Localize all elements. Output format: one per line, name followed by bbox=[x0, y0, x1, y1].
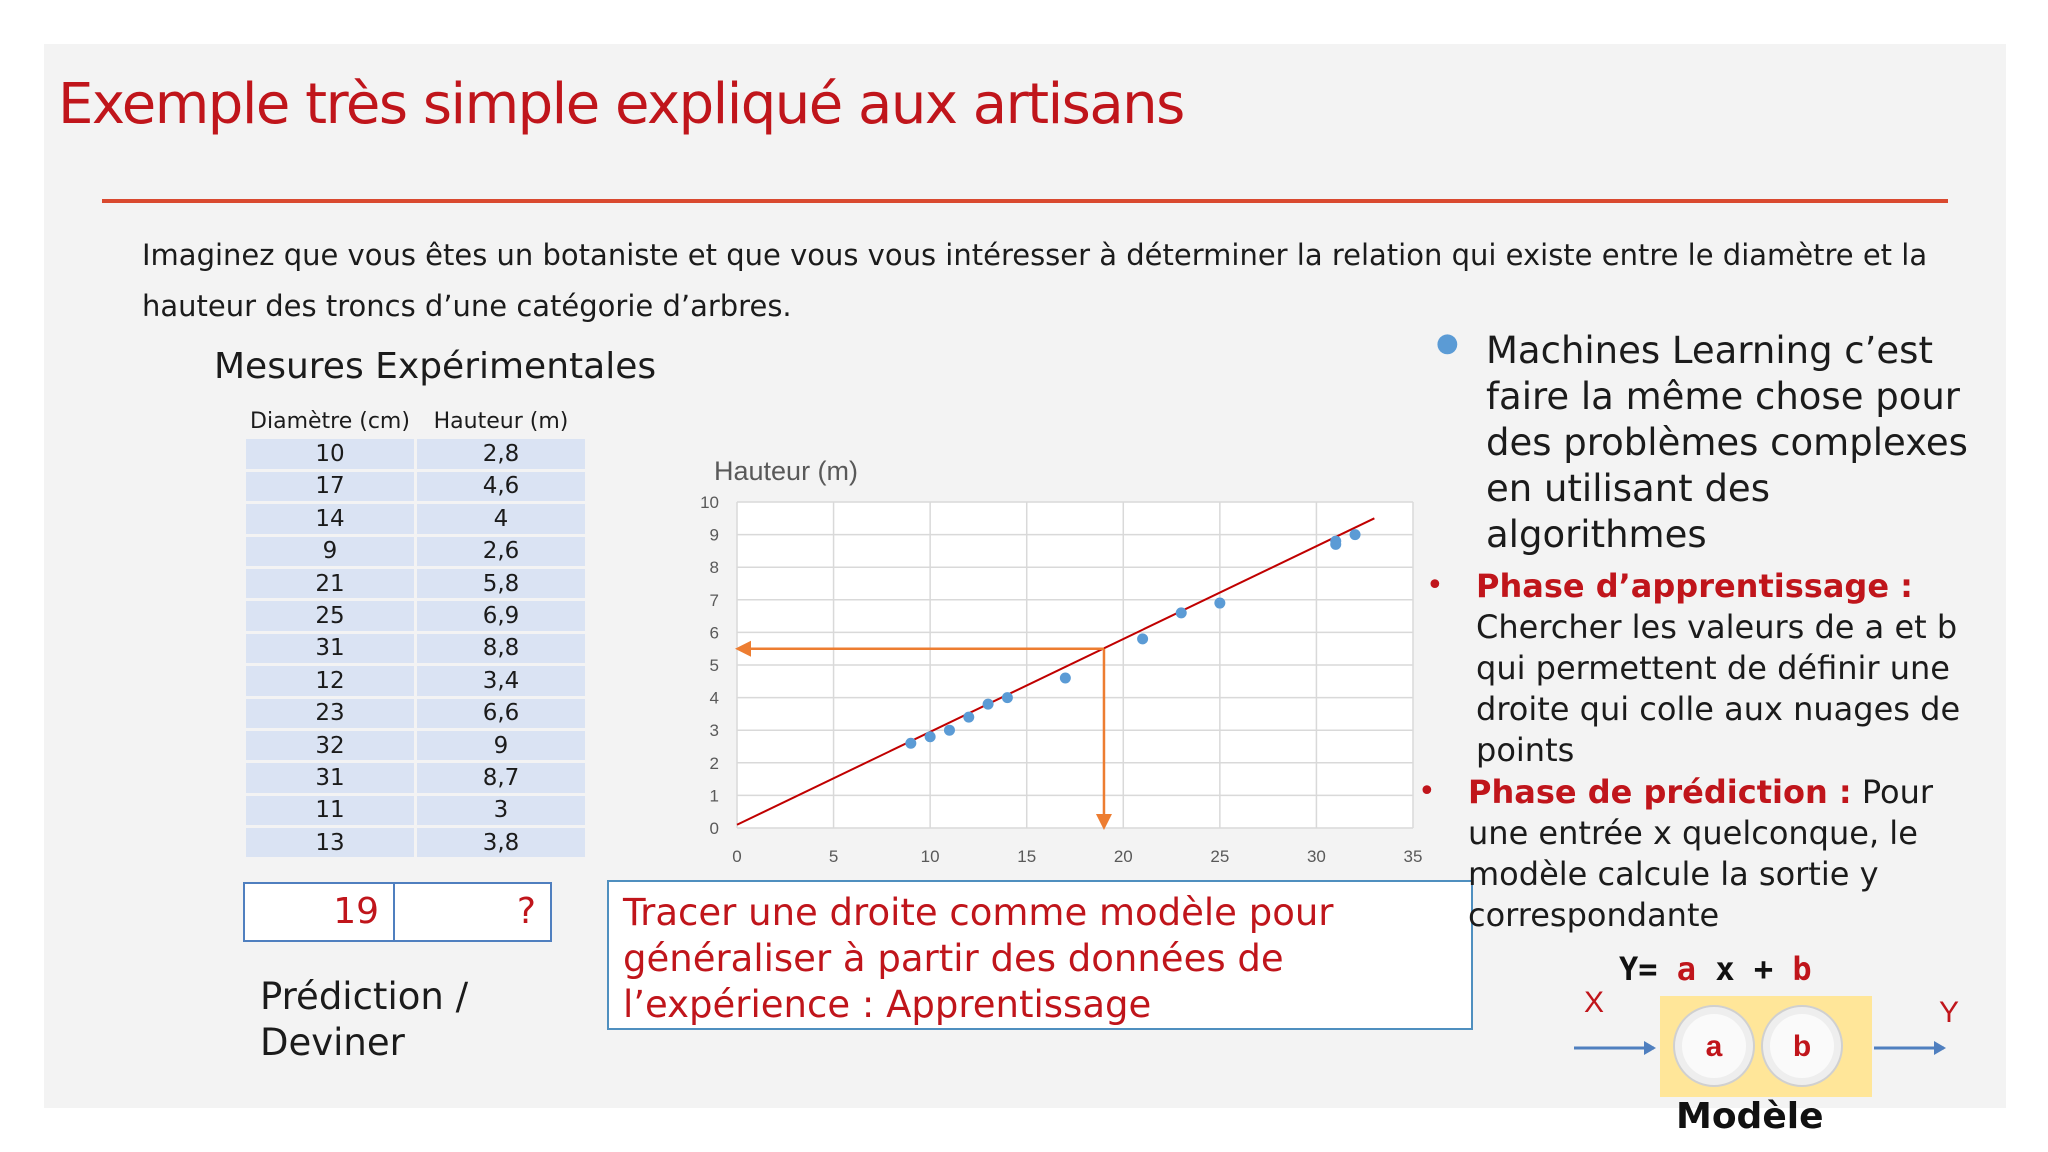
data-point bbox=[1330, 539, 1341, 550]
data-point bbox=[905, 738, 916, 749]
formula-prefix: Y= bbox=[1619, 950, 1658, 988]
bullet-dot-icon: ● bbox=[1436, 328, 1459, 358]
bullet-dot-icon: • bbox=[1426, 568, 1444, 603]
model-output-label: Y bbox=[1939, 996, 1960, 1029]
chart-title: Hauteur (m) bbox=[714, 456, 859, 486]
model-input-label: X bbox=[1584, 986, 1605, 1019]
data-point bbox=[1350, 529, 1361, 540]
table-row bbox=[246, 796, 585, 825]
table-row bbox=[246, 601, 585, 630]
table-cell-hauteur: 8,8 bbox=[417, 634, 585, 663]
table-cell-hauteur: 2,6 bbox=[417, 537, 585, 566]
table-cell-hauteur: 3,8 bbox=[417, 828, 585, 857]
table-cell-diametre: 10 bbox=[246, 439, 414, 468]
x-tick-label: 20 bbox=[1113, 847, 1133, 866]
data-point bbox=[1214, 598, 1225, 609]
data-point bbox=[1002, 692, 1013, 703]
data-point bbox=[963, 712, 974, 723]
table-cell-hauteur: 9 bbox=[417, 731, 585, 760]
table-cell-diametre: 32 bbox=[246, 731, 414, 760]
x-tick-label: 0 bbox=[732, 847, 742, 866]
table-cell-hauteur: 3 bbox=[417, 796, 585, 825]
table-body bbox=[246, 439, 585, 857]
x-tick-label: 25 bbox=[1210, 847, 1230, 866]
table-header-hauteur: Hauteur (m) bbox=[433, 409, 569, 435]
table-cell-hauteur: 4 bbox=[417, 504, 585, 533]
y-tick-label: 6 bbox=[709, 623, 719, 643]
prediction-label-line2: Deviner bbox=[260, 1021, 405, 1064]
data-point bbox=[925, 731, 936, 742]
measurements-table bbox=[243, 404, 588, 860]
table-cell-diametre: 31 bbox=[246, 763, 414, 792]
table-cell-diametre: 12 bbox=[246, 666, 414, 695]
phase2-title: Phase de prédiction : bbox=[1468, 773, 1852, 811]
table-cell-hauteur: 6,9 bbox=[417, 601, 585, 630]
prediction-output-y: ? bbox=[516, 891, 536, 932]
model-explanation-box: Tracer une droite comme modèle pour généraliser à partir des données de l’expérience : Apprentissage bbox=[607, 880, 1473, 1030]
table-cell-hauteur: 5,8 bbox=[417, 569, 585, 598]
table-cell-hauteur: 6,6 bbox=[417, 699, 585, 728]
x-tick-label: 15 bbox=[1017, 847, 1037, 866]
table-row bbox=[246, 666, 585, 695]
data-point bbox=[1137, 633, 1148, 644]
y-tick-label: 8 bbox=[709, 558, 719, 578]
model-diagram bbox=[1574, 982, 1974, 1097]
table-row bbox=[246, 634, 585, 663]
table-header-row bbox=[246, 407, 585, 436]
table-header-diametre: Diamètre (cm) bbox=[250, 409, 410, 435]
knob-a-label: a bbox=[1705, 1030, 1723, 1063]
table-cell-diametre: 21 bbox=[246, 569, 414, 598]
data-point bbox=[1060, 673, 1071, 684]
formula-a: a bbox=[1676, 950, 1697, 988]
ml-bullet-text: Machines Learning c’est faire la même chose pour des problèmes complexes en utilisant des algorithmes bbox=[1486, 329, 1968, 556]
y-tick-label: 10 bbox=[700, 493, 719, 512]
slide bbox=[44, 44, 2006, 1137]
table-title: Mesures Expérimentales bbox=[214, 346, 657, 387]
x-tick-label: 10 bbox=[920, 847, 940, 866]
table-row bbox=[246, 504, 585, 533]
table-cell-diametre: 17 bbox=[246, 472, 414, 501]
data-point bbox=[1176, 607, 1187, 618]
slide-title: Exemple très simple expliqué aux artisans bbox=[58, 72, 1184, 137]
formula-x: x bbox=[1715, 950, 1735, 988]
data-point bbox=[983, 699, 994, 710]
table-cell-diametre: 23 bbox=[246, 699, 414, 728]
table-cell-diametre: 14 bbox=[246, 504, 414, 533]
table-row bbox=[246, 439, 585, 468]
y-tick-label: 4 bbox=[709, 688, 719, 708]
y-tick-label: 1 bbox=[709, 786, 719, 806]
table-cell-diametre: 11 bbox=[246, 796, 414, 825]
table-cell-diametre: 9 bbox=[246, 537, 414, 566]
table-row bbox=[246, 699, 585, 728]
y-tick-label: 9 bbox=[709, 525, 719, 545]
title-divider bbox=[102, 199, 1948, 203]
phase1-text: Chercher les valeurs de a et b qui permettent de définir une droite qui colle aux nuages de points bbox=[1476, 608, 1961, 769]
y-tick-label: 5 bbox=[709, 656, 719, 675]
table-cell-hauteur: 4,6 bbox=[417, 472, 585, 501]
table-cell-hauteur: 3,4 bbox=[417, 666, 585, 695]
table-cell-diametre: 31 bbox=[246, 634, 414, 663]
knob-b-label: b bbox=[1792, 1030, 1812, 1063]
phase2-text: Pour une entrée x quelconque, le modèle calcule la sortie y correspondante bbox=[1468, 773, 1934, 934]
x-tick-label: 35 bbox=[1403, 847, 1423, 866]
input-arrow-icon bbox=[1644, 1041, 1656, 1055]
y-tick-label: 2 bbox=[709, 753, 719, 773]
prediction-input-x: 19 bbox=[245, 884, 395, 940]
table-cell-hauteur: 2,8 bbox=[417, 439, 585, 468]
phase-apprentissage bbox=[1476, 566, 1976, 771]
formula-b: b bbox=[1792, 950, 1812, 988]
scatter-chart bbox=[639, 444, 1459, 884]
intro-text: Imaginez que vous êtes un botaniste et que vous vous intéresser à déterminer la relation qui existe entre le diamètre et la hauteur des troncs d’une catégorie d’arbres. bbox=[142, 238, 1928, 323]
table-cell-diametre: 13 bbox=[246, 828, 414, 857]
y-tick-label: 3 bbox=[709, 721, 719, 741]
table-row bbox=[246, 828, 585, 857]
table-cell-hauteur: 8,7 bbox=[417, 763, 585, 792]
y-tick-label: 0 bbox=[709, 819, 719, 838]
x-tick-label: 30 bbox=[1306, 847, 1326, 866]
table-row bbox=[246, 537, 585, 566]
table-row bbox=[246, 472, 585, 501]
output-arrow-icon bbox=[1934, 1041, 1946, 1055]
formula-plus: + bbox=[1753, 950, 1774, 988]
prediction-label bbox=[260, 974, 468, 1066]
x-tick-label: 5 bbox=[828, 847, 839, 866]
phase1-title: Phase d’apprentissage : bbox=[1476, 567, 1913, 605]
data-point bbox=[944, 725, 955, 736]
prediction-label-line1: Prédiction / bbox=[260, 975, 469, 1018]
bullet-dot-icon: • bbox=[1418, 774, 1436, 809]
prediction-row bbox=[243, 882, 552, 942]
table-row bbox=[246, 731, 585, 760]
table-row bbox=[246, 763, 585, 792]
phase-prediction bbox=[1468, 772, 1988, 936]
y-tick-label: 7 bbox=[709, 590, 719, 610]
table-cell-diametre: 25 bbox=[246, 601, 414, 630]
table-row bbox=[246, 569, 585, 598]
model-label: Modèle bbox=[1676, 1096, 1824, 1137]
